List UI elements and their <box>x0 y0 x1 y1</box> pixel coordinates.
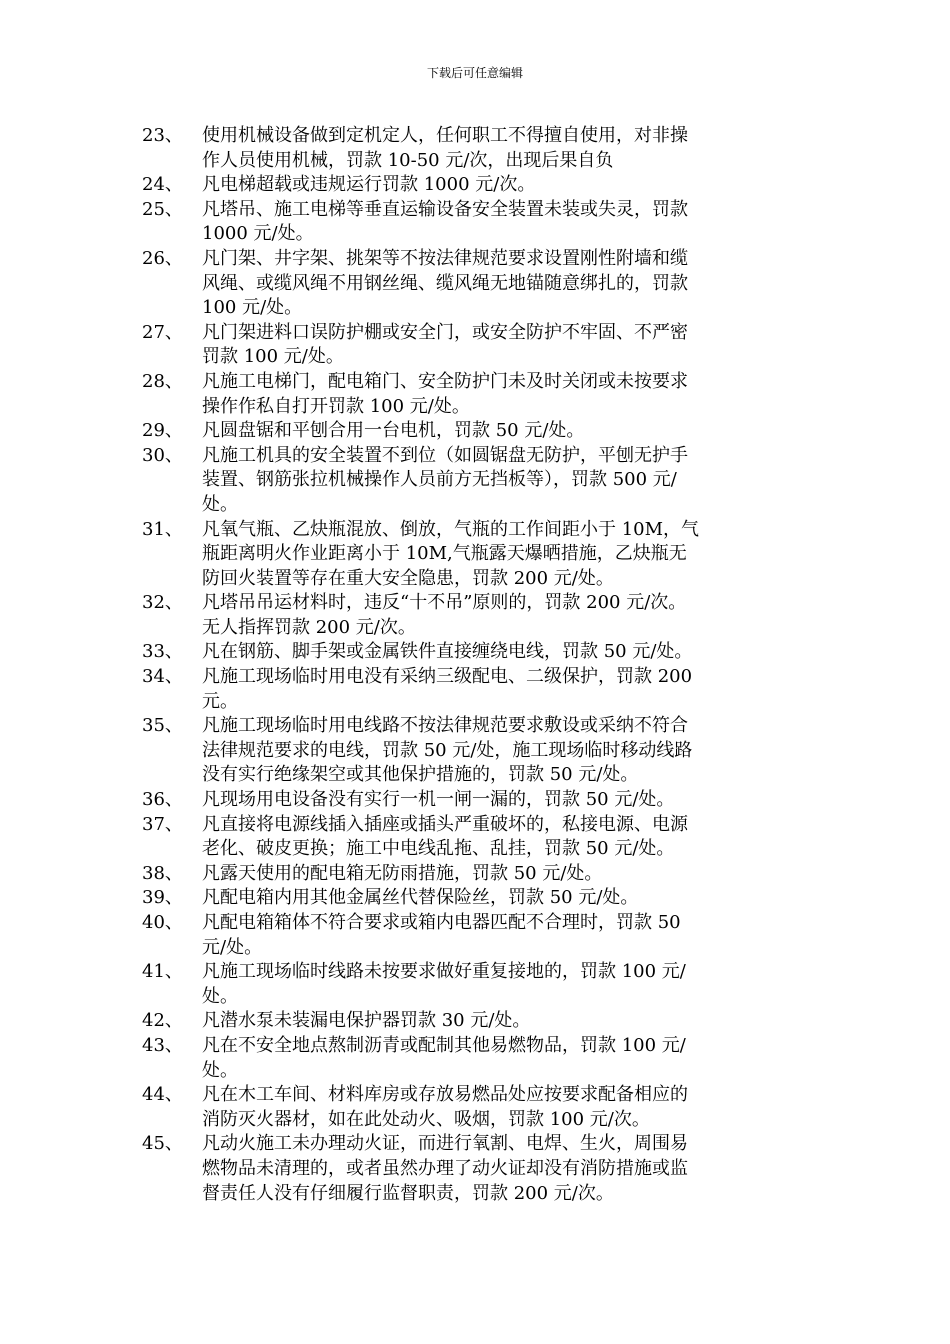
rule-text: 凡在钢筋、脚手架或金属铁件直接缠绕电线，罚款 50 元/处。 <box>202 641 693 663</box>
rule-item <box>142 124 832 173</box>
rule-text: 凡在不安全地点熬制沥青或配制其他易燃物品，罚款 100 元/ 处。 <box>202 1034 686 1081</box>
rule-text: 凡塔吊吊运材料时，违反“十不吊”原则的，罚款 200 元/次。 无人指挥罚款 200 元/次。 <box>202 592 687 638</box>
rule-number: 26、 <box>142 247 183 269</box>
rule-item <box>142 419 832 444</box>
rule-number: 30、 <box>142 444 183 466</box>
rule-item <box>142 960 832 1009</box>
rule-item <box>142 1132 832 1206</box>
rule-number: 35、 <box>142 715 183 737</box>
rule-text: 凡潜水泵未装漏电保护器罚款 30 元/处。 <box>202 1010 531 1032</box>
rule-number: 25、 <box>142 198 183 220</box>
rule-text: 凡配电箱内用其他金属丝代替保险丝，罚款 50 元/处。 <box>202 887 639 909</box>
rule-number: 41、 <box>142 961 183 983</box>
rule-number: 40、 <box>142 912 183 933</box>
rule-item <box>142 911 832 960</box>
rule-number: 27、 <box>142 321 183 343</box>
rule-number: 34、 <box>142 666 183 688</box>
rule-number: 39、 <box>142 887 183 909</box>
rule-item <box>142 591 832 640</box>
rule-number: 31、 <box>142 518 183 540</box>
rule-item <box>142 198 832 247</box>
rule-text: 凡电梯超载或违规运行罚款 1000 元/次。 <box>202 174 536 196</box>
rule-item <box>142 518 832 592</box>
rule-item <box>142 788 832 813</box>
rule-item <box>142 321 832 370</box>
rule-number: 24、 <box>142 174 183 196</box>
rule-item <box>142 665 832 714</box>
rule-text: 凡现场用电设备没有实行一机一闸一漏的，罚款 50 元/处。 <box>202 789 675 811</box>
rule-item <box>142 370 832 419</box>
rule-number: 45、 <box>142 1133 183 1155</box>
rule-number: 32、 <box>142 592 183 614</box>
rule-text: 凡施工电梯门，配电箱门、安全防护门未及时关闭或未按要求 操作作私自打开罚款 100 元/处。 <box>202 370 688 417</box>
rule-number: 44、 <box>142 1084 183 1106</box>
page-header: 下载后可任意编辑 <box>426 66 523 80</box>
rule-item <box>142 247 832 321</box>
rule-text: 凡在木工车间、材料库房或存放易燃品处应按要求配备相应的 消防灭火器材，如在此处动火、吸烟，罚款 100 元/次。 <box>202 1084 688 1130</box>
rule-text: 凡门架、井字架、挑架等不按法律规范要求设置刚性附墙和缆 风绳、或缆风绳不用钢丝绳、缆风绳无地锚随意绑扎的，罚款 100 元/处。 <box>202 247 688 319</box>
rule-number: 33、 <box>142 641 183 663</box>
rule-text: 凡门架进料口误防护棚或安全门，或安全防护不牢固、不严密 罚款 100 元/处。 <box>202 321 688 368</box>
rule-item <box>142 1009 832 1034</box>
rule-text: 凡施工现场临时用电线路不按法律规范要求敷设或采纳不符合 法律规范要求的电线，罚款 50 元/处，施工现场临时移动线路 没有实行绝缘架空或其他保护措施的，罚款 50 元/处。 <box>202 715 693 786</box>
rule-text: 凡圆盘锯和平刨合用一台电机，罚款 50 元/处。 <box>202 420 585 442</box>
rule-number: 38、 <box>142 862 183 884</box>
rule-item <box>142 1083 832 1132</box>
rule-number: 37、 <box>142 813 183 835</box>
rule-text: 凡直接将电源线插入插座或插头严重破坏的，私接电源、电源 老化、破皮更换；施工中电线乱拖、乱挂，罚款 50 元/处。 <box>202 813 688 860</box>
rule-text: 凡配电箱箱体不符合要求或箱内电器匹配不合理时，罚款 50 元/处。 <box>202 912 681 958</box>
rule-item <box>142 444 832 518</box>
rule-number: 43、 <box>142 1034 183 1056</box>
rule-number: 29、 <box>142 420 183 442</box>
rule-number: 36、 <box>142 789 183 811</box>
rule-text: 凡动火施工未办理动火证，而进行氧割、电焊、生火，周围易 燃物品未清理的，或者虽然办理了动火证却没有消防措施或监 督责任人没有仔细履行监督职责，罚款 200 元/次。 <box>202 1133 688 1204</box>
rule-number: 28、 <box>142 370 183 392</box>
rule-text: 使用机械设备做到定机定人，任何职工不得擅自使用，对非操 作人员使用机械，罚款 10-50 元/次，出现后果自负 <box>202 125 688 171</box>
rule-text: 凡施工机具的安全装置不到位（如圆锯盘无防护，平刨无护手 装置、钢筋张拉机械操作人员前方无挡板等），罚款 500 元/ 处。 <box>202 444 688 515</box>
rule-text: 凡塔吊、施工电梯等垂直运输设备安全装置未装或失灵，罚款 1000 元/处。 <box>202 198 688 245</box>
rule-item <box>142 813 832 862</box>
rule-text: 凡氧气瓶、乙炔瓶混放、倒放，气瓶的工作间距小于 10M，气 瓶距离明火作业距离小于 10M,气瓶露天爆晒措施，乙炔瓶无 防回火装置等存在重大安全隐患，罚款 200 元/处。 <box>202 518 700 589</box>
rule-number: 42、 <box>142 1010 183 1032</box>
rule-item <box>142 714 832 788</box>
rule-item <box>142 173 832 198</box>
rule-text: 凡露天使用的配电箱无防雨措施，罚款 50 元/处。 <box>202 862 603 884</box>
rule-item <box>142 862 832 887</box>
rules-list <box>142 124 832 1206</box>
rule-item <box>142 640 832 665</box>
rule-text: 凡施工现场临时用电没有采纳三级配电、二级保护，罚款 200 元。 <box>202 666 693 712</box>
rule-item <box>142 886 832 911</box>
rule-text: 凡施工现场临时线路未按要求做好重复接地的，罚款 100 元/ 处。 <box>202 961 686 1007</box>
rule-item <box>142 1034 832 1083</box>
rule-number: 23、 <box>142 125 183 146</box>
